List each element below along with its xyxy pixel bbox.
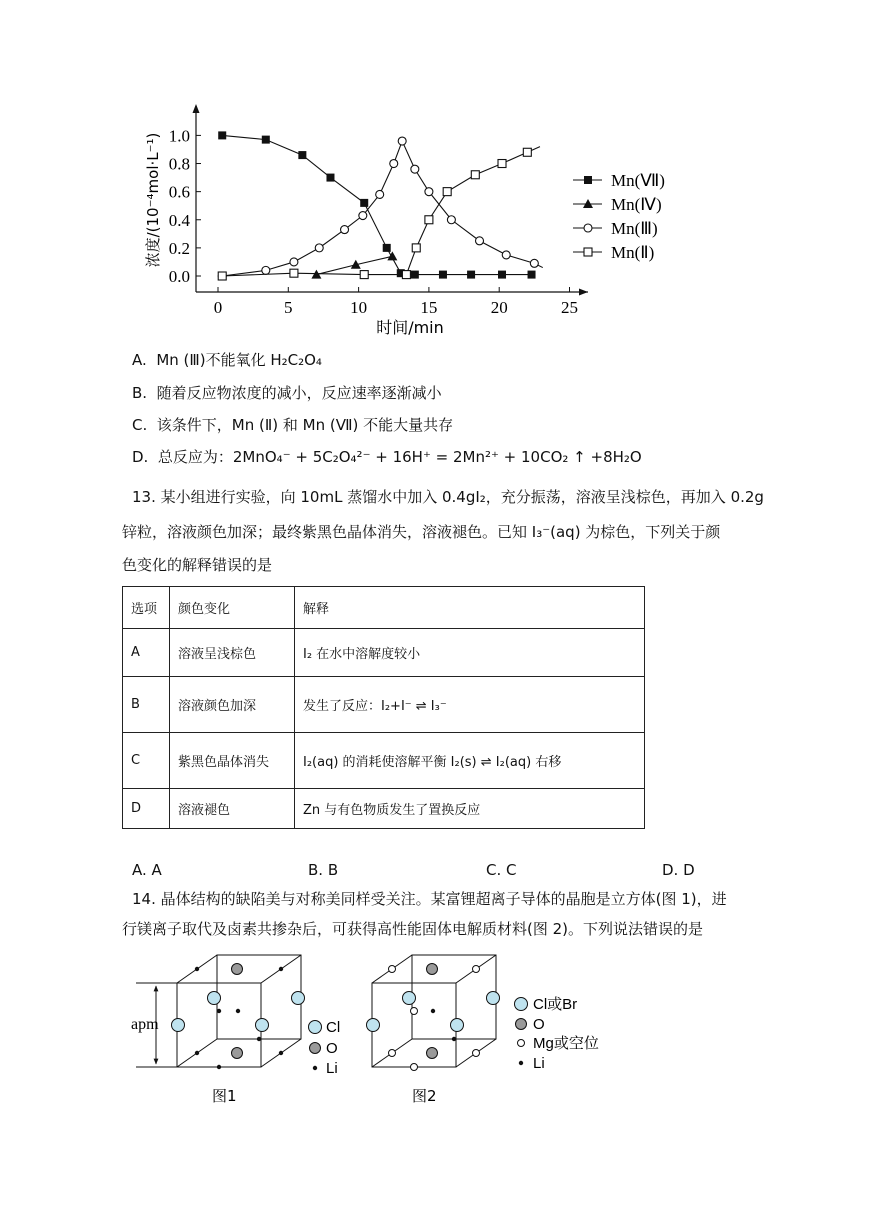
q13-answer-d: D. D [662,861,695,879]
option-text: 随着反应物浓度的减小，反应速率逐渐减小 [156,384,442,402]
table-cell: 溶液颜色加深 [170,677,295,733]
cl-atom [487,992,500,1005]
mg-vacancy-atom [389,966,396,973]
data-point [398,137,406,145]
data-point [476,237,484,245]
fig1-legend-cl: Cl [326,1019,341,1036]
option-text: 总反应为：2MnO₄⁻ + 5C₂O₄²⁻ + 16H⁺ = 2Mn²⁺ + 10CO₂ ↑ +8H₂O [157,448,642,466]
y-tick-label: 0.0 [168,267,190,286]
data-point [425,216,433,224]
data-point [360,271,368,279]
x-tick-label: 25 [561,298,578,317]
y-axis-arrow [193,104,200,113]
cl-atom [403,992,416,1005]
data-point [376,190,384,198]
fig2-legend-li: Li [533,1055,545,1072]
q13-table [122,586,645,829]
li-atom [217,1009,221,1013]
cl-legend-icon [309,1021,322,1034]
li-atom [279,967,283,971]
y-tick-label: 1.0 [168,126,190,146]
q13-answer-a: A. A [132,861,162,879]
table-cell: 紫黑色晶体消失 [170,733,295,789]
data-point [530,259,538,267]
q13-stem-line1: 13. 某小组进行实验，向 10mL 蒸馏水中加入 0.4gI₂，充分振荡，溶液呈浅棕色，再加入 0.2g [132,488,764,506]
table-row [123,789,645,829]
legend-label: Mn(Ⅶ) [611,171,665,190]
fig2-legend-mg: Mg或空位 [533,1035,599,1052]
li-atom [431,1009,435,1013]
cl-atom [292,992,305,1005]
table-header-row [123,587,645,629]
table-cell: 溶液褪色 [170,789,295,829]
dimension-label: apm [131,1016,159,1033]
data-point [402,271,410,279]
li-legend-icon [519,1061,523,1065]
table-cell: I₂(aq) 的消耗使溶解平衡 I₂(s) ⇌ I₂(aq) 右移 [295,733,645,789]
table-header: 选项 [123,587,170,629]
data-point [471,171,479,179]
data-point [412,244,420,252]
y-tick-label: 0.6 [168,182,190,202]
li-atom [195,967,199,971]
fig1-atoms [172,964,305,1070]
x-tick-label: 5 [284,298,293,317]
table-cell: B [123,677,170,733]
data-point [439,271,447,279]
o-legend-icon [310,1043,321,1054]
table-cell: A [123,629,170,677]
fig1-caption: 图1 [212,1087,237,1105]
cl-atom [367,1019,380,1032]
q13-answer-c: C. C [486,861,517,879]
x-tick-label: 0 [213,298,223,317]
table-cell: I₂ 在水中溶解度较小 [295,629,645,677]
data-point [502,251,510,259]
option-key: D. [132,448,149,466]
q13-answer-b: B. B [308,861,339,879]
data-point [443,188,451,196]
table-header: 颜色变化 [170,587,295,629]
option-text: 该条件下，Mn (Ⅱ) 和 Mn (Ⅶ) 不能大量共存 [156,416,454,434]
y-tick-label: 0.8 [168,154,190,174]
data-point [498,160,506,168]
table-row [123,629,645,677]
data-point [360,199,368,207]
x-axis-label: 时间/min [376,318,444,337]
data-point [290,269,298,277]
o-atom [232,964,243,975]
data-point [390,160,398,168]
data-point [383,244,391,252]
fig2-legend-o: O [533,1016,545,1033]
o-atom [427,964,438,975]
data-point [262,136,270,144]
table-cell: D [123,789,170,829]
x-tick-label: 15 [420,298,438,317]
table-cell: 发生了反应：I₂+I⁻ ⇌ I₃⁻ [295,677,645,733]
data-point [326,174,334,182]
series-line [222,135,531,274]
legend-marker [584,248,592,256]
data-point [411,271,419,279]
li-legend-icon [313,1066,317,1070]
o-atom [232,1048,243,1059]
data-point [218,131,226,139]
table-header: 解释 [295,587,645,629]
fig2-legend-cl-br: Cl或Br [533,996,578,1013]
fig1-legend-li: Li [326,1060,338,1077]
x-tick-label: 10 [350,298,368,317]
q14-stem-line1: 14. 晶体结构的缺陷美与对称美同样受关注。某富锂超离子导体的晶胞是立方体(图 1)，进 [132,890,727,908]
table-row [123,733,645,789]
data-point [447,216,455,224]
q13-stem-line2: 锌粒，溶液颜色加深；最终紫黑色晶体消失，溶液褪色。已知 I₃⁻(aq) 为棕色，下列关于颜 [122,523,721,541]
mg-vacancy-atom [411,1008,418,1015]
fig2-caption: 图2 [412,1087,437,1105]
y-axis-label: 浓度/(10⁻⁴mol·L⁻¹) [144,132,162,268]
data-point [523,148,531,156]
option-key: A. [132,351,147,369]
q12-option-a [132,353,322,368]
legend-marker [584,224,592,232]
legend-label: Mn(Ⅳ) [611,195,662,214]
cl-atom [256,1019,269,1032]
series-line [222,141,543,276]
data-point [262,266,270,274]
li-atom [452,1037,456,1041]
data-point [359,212,367,220]
data-point [467,271,475,279]
data-point [315,244,323,252]
cl-atom [451,1019,464,1032]
fig1-legend-o: O [326,1040,338,1057]
data-point [290,258,298,266]
q13-stem-line3: 色变化的解释错误的是 [122,556,273,574]
table-row [123,677,645,733]
x-tick-label: 20 [490,298,508,317]
data-point [425,188,433,196]
data-point [411,165,419,173]
q14-stem-line2: 行镁离子取代及卤素共掺杂后，可获得高性能固体电解质材料(图 2)。下列说法错误的是 [122,920,704,938]
series-line [222,147,540,276]
concentration-chart [0,0,869,345]
table-cell: Zn 与有色物质发生了置换反应 [295,789,645,829]
q12-option-d [132,450,642,465]
series-0 [218,131,535,278]
series-3 [218,147,540,280]
mg-legend-icon [518,1040,525,1047]
mg-vacancy-atom [473,1050,480,1057]
li-atom [279,1051,283,1055]
option-key: B. [132,384,148,402]
x-axis-arrow [579,289,588,296]
cl-br-legend-icon [515,998,528,1011]
option-text: Mn (Ⅲ)不能氧化 H₂C₂O₄ [156,351,322,369]
li-atom [257,1037,261,1041]
legend-label: Mn(Ⅲ) [611,219,658,238]
cl-atom [172,1019,185,1032]
q12-option-b [132,386,442,401]
o-legend-icon [516,1019,527,1030]
li-atom [236,1009,240,1013]
y-tick-label: 0.4 [168,210,190,230]
data-point [498,271,506,279]
option-key: C. [132,416,148,434]
table-cell: 溶液呈浅棕色 [170,629,295,677]
o-atom [427,1048,438,1059]
mg-vacancy-atom [389,1050,396,1057]
cl-atom [208,992,221,1005]
mg-vacancy-atom [411,1064,418,1071]
y-tick-label: 0.2 [168,238,190,258]
crystal-figures [0,940,869,1120]
q12-option-c [132,418,453,433]
li-atom [195,1051,199,1055]
data-point [298,151,306,159]
legend-marker [584,176,592,184]
table-cell: C [123,733,170,789]
data-point [218,272,226,280]
data-point [528,271,536,279]
fig2-atoms [367,964,500,1071]
mg-vacancy-atom [473,966,480,973]
data-point [341,226,349,234]
li-atom [217,1065,221,1069]
legend-label: Mn(Ⅱ) [611,243,655,262]
